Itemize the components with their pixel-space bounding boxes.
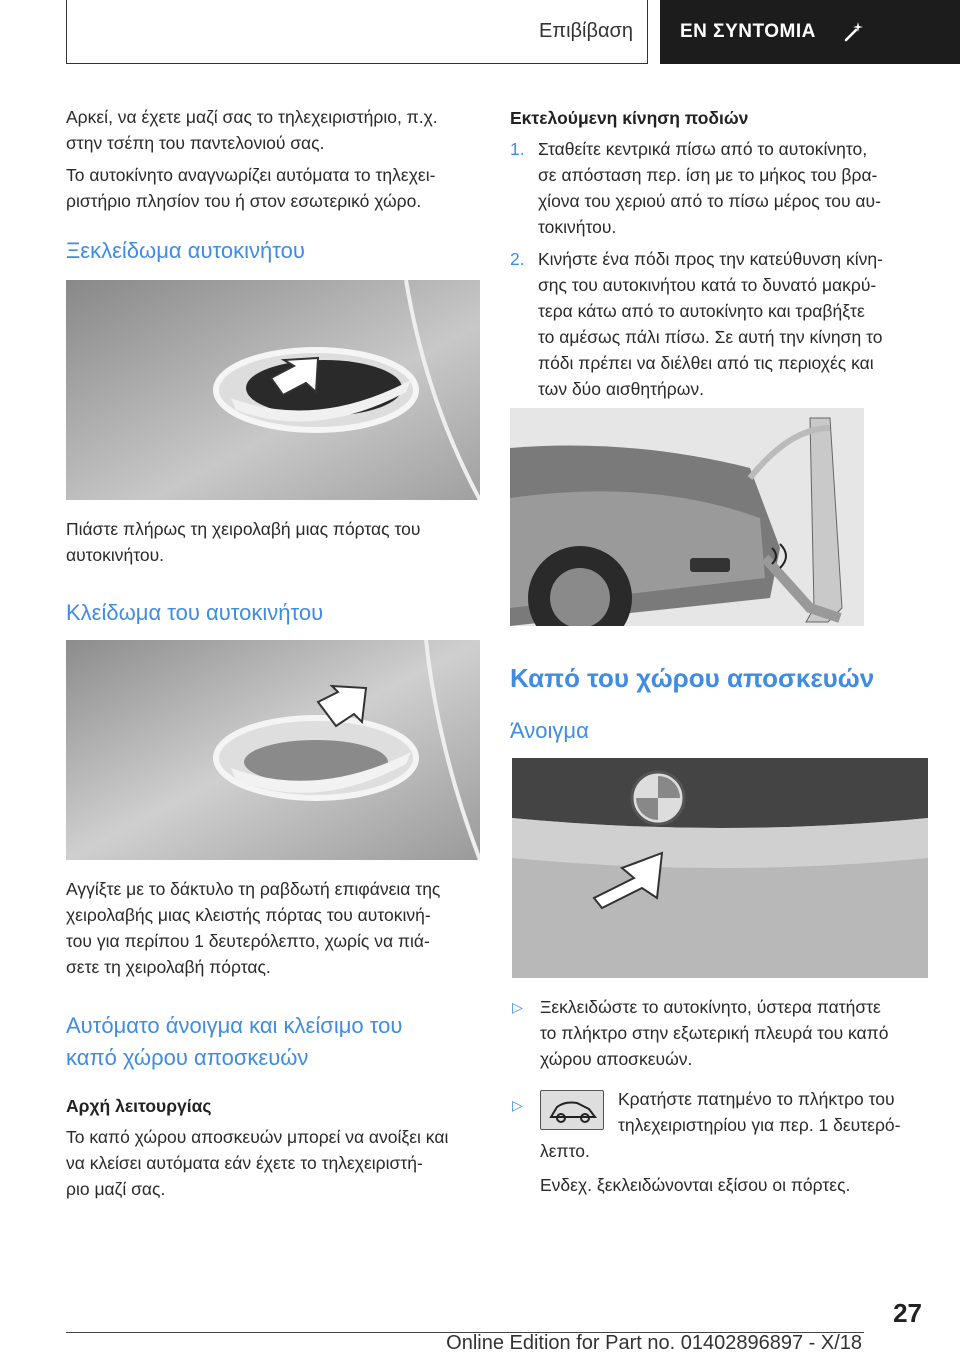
- text-line: Το καπό χώρου αποσκευών μπορεί να ανοίξει και: [66, 1127, 449, 1147]
- bullet-icon: ▷: [512, 1097, 523, 1113]
- section-tab-label: Επιβίβαση: [538, 20, 633, 42]
- step-number: 1.: [510, 139, 525, 159]
- text-line: των δύο αισθητήρων.: [538, 379, 704, 399]
- unlock-paragraph: [66, 516, 420, 568]
- door-handle-lock-illustration: [66, 640, 480, 860]
- text-line: Αγγίξτε με το δάκτυλο τη ραβδωτή επιφάνεια της: [66, 879, 441, 899]
- text-line: ριστήριο πλησίον του ή στον εσωτερικό χώρο.: [66, 191, 422, 211]
- magic-wand-icon: [842, 20, 866, 44]
- instruction-bullet-1: [512, 994, 928, 1072]
- text-line: σης του αυτοκινήτου κατά το δυνατό μακρύ-: [538, 275, 877, 295]
- text-line: τοκινήτου.: [538, 217, 617, 237]
- text-line: τηλεχειριστηρίου για περ. 1 δευτερό-: [618, 1115, 901, 1135]
- quick-reference-label: ΕΝ ΣΥΝΤΟΜΙΑ: [680, 21, 816, 42]
- text-line: Το αυτοκίνητο αναγνωρίζει αυτόματα το τηλεχει-: [66, 165, 436, 185]
- intro-paragraph-2: [66, 162, 435, 214]
- text-line: λεπτο.: [540, 1141, 590, 1161]
- heading-line: καπό χώρου αποσκευών: [66, 1045, 309, 1070]
- text-line: Πιάστε πλήρως τη χειρολαβή μιας πόρτας του: [66, 519, 421, 539]
- text-line: στην τσέπη του παντελονιού σας.: [66, 133, 325, 153]
- text-line: αυτοκινήτου.: [66, 545, 165, 565]
- quick-reference-tab[interactable]: [660, 0, 960, 64]
- lock-paragraph: [66, 876, 440, 980]
- section-tab: [66, 0, 648, 64]
- step-1: [510, 136, 930, 240]
- page-number: 27: [893, 1298, 922, 1328]
- lock-heading: Κλείδωμα του αυτοκινήτου: [66, 600, 324, 625]
- auto-open-heading: [66, 1010, 402, 1074]
- text-line: χίονα του χεριού από το πίσω μέρος του αυ-: [538, 191, 881, 211]
- principle-heading: Αρχή λειτουργίας: [66, 1096, 212, 1116]
- text-line: πόδι πρέπει να διέλθει από τις περιοχές και: [538, 353, 874, 373]
- text-line: να κλείσει αυτόματα εάν έχετε το τηλεχειριστή-: [66, 1153, 423, 1173]
- door-handle-unlock-illustration: [66, 280, 480, 500]
- text-line: ριο μαζί σας.: [66, 1179, 166, 1199]
- step-2: [510, 246, 930, 402]
- edition-footer: Online Edition for Part no. 01402896897 - X/18: [446, 1332, 862, 1354]
- text-line: Κρατήστε πατημένο το πλήκτρο του: [618, 1089, 895, 1109]
- foot-sensor-illustration: [510, 408, 864, 626]
- text-line: το αμέσως πάλι πίσω. Σε αυτή την κίνηση το: [538, 327, 883, 347]
- text-line: τερα κάτω από το αυτοκίνητο και τραβήξτε: [538, 301, 865, 321]
- text-line: Ξεκλειδώστε το αυτοκίνητο, ύστερα πατήστε: [540, 997, 881, 1017]
- text-line: σετε τη χειρολαβή πόρτας.: [66, 957, 271, 977]
- bullet-note: Ενδεχ. ξεκλειδώνονται εξίσου οι πόρτες.: [540, 1175, 851, 1195]
- foot-motion-heading: Εκτελούμενη κίνηση ποδιών: [510, 108, 749, 128]
- text-line: το πλήκτρο στην εξωτερική πλευρά του καπό: [540, 1023, 889, 1043]
- trunk-button-illustration: [512, 758, 928, 978]
- principle-paragraph: [66, 1124, 448, 1202]
- step-number: 2.: [510, 249, 525, 269]
- heading-line: Αυτόματο άνοιγμα και κλείσιμο του: [66, 1013, 403, 1038]
- text-line: σε απόσταση περ. ίση με το μήκος του βρα-: [538, 165, 878, 185]
- text-line: Σταθείτε κεντρικά πίσω από το αυτοκίνητο,: [538, 139, 868, 159]
- text-line: του για περίπου 1 δευτερόλεπτο, χωρίς να πιά-: [66, 931, 430, 951]
- unlock-heading: Ξεκλείδωμα αυτοκινήτου: [66, 238, 305, 263]
- bullet-icon: ▷: [512, 999, 523, 1015]
- trunk-lid-heading: Καπό του χώρου αποσκευών: [510, 663, 875, 693]
- intro-paragraph-1: [66, 104, 438, 156]
- text-line: Αρκεί, να έχετε μαζί σας το τηλεχειριστήριο, π.χ.: [66, 107, 438, 127]
- text-line: χειρολαβής μιας κλειστής πόρτας του αυτοκινή-: [66, 905, 431, 925]
- instruction-bullet-2: [512, 1086, 928, 1198]
- opening-heading: Άνοιγμα: [510, 718, 589, 743]
- text-line: χώρου αποσκευών.: [540, 1049, 693, 1069]
- text-line: Κινήστε ένα πόδι προς την κατεύθυνση κίνη-: [538, 249, 883, 269]
